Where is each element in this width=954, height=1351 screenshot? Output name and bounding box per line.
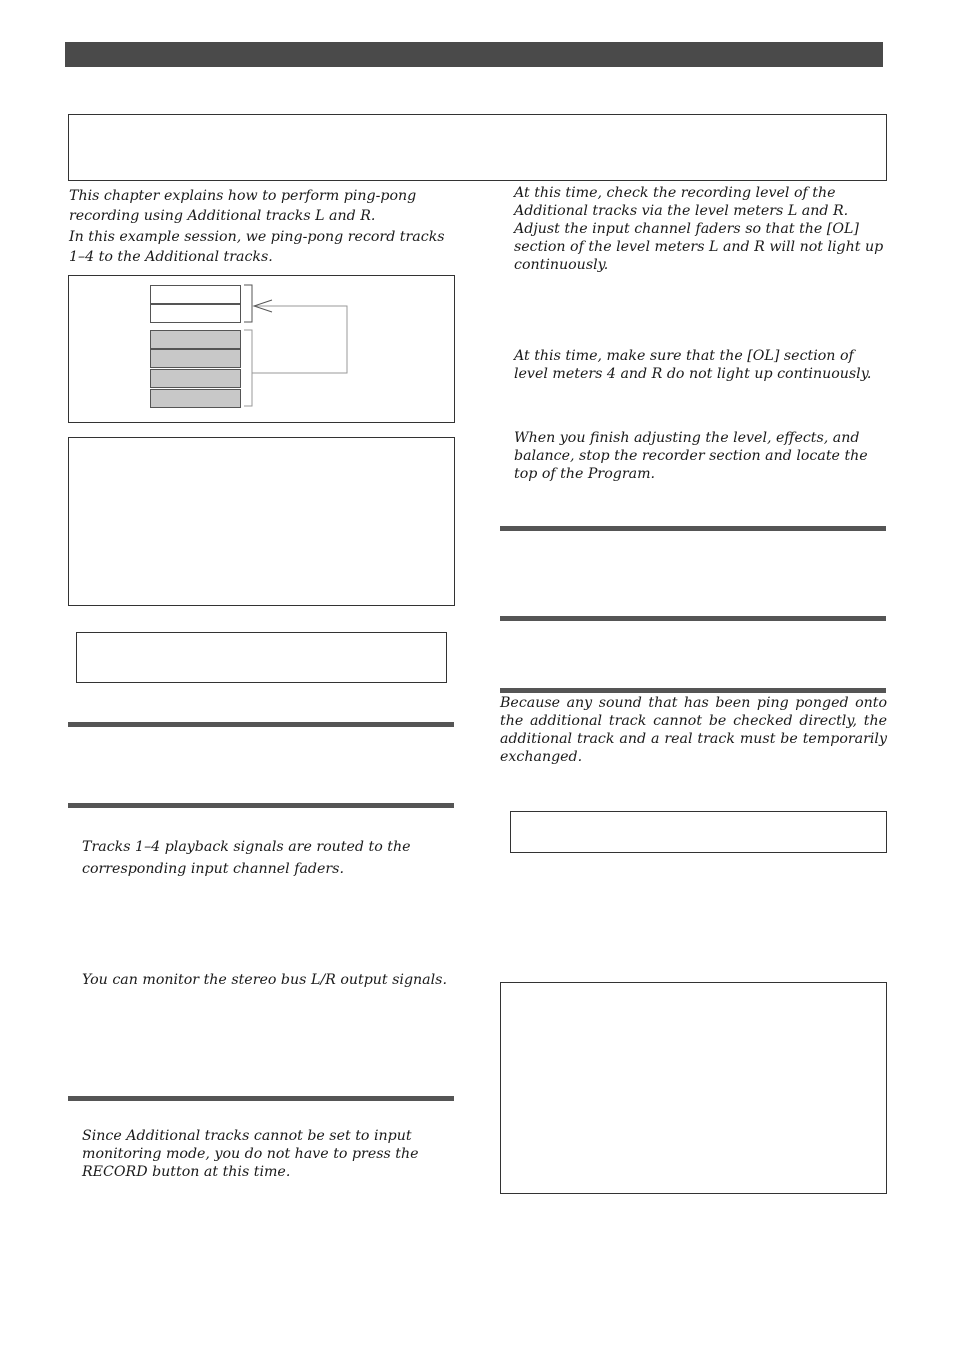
content-box — [68, 437, 455, 606]
note-finish: When you finish adjusting the level, effects, and balance, stop the recorder section and locate the top of the Program. — [514, 430, 868, 482]
section-rule — [68, 1096, 454, 1101]
note-level-check: At this time, check the recording level of the Additional tracks via the level meters L and R. Adjust the input channel faders so that the [OL] section of the level meters L and R will not light up continuously. — [514, 185, 884, 273]
note-exchange: Because any sound that has been ping ponged onto the additional track cannot be checked directly, the additional track and a real track must be temporarily exchanged. — [500, 695, 887, 765]
section-rule — [68, 722, 454, 727]
header-bar — [65, 42, 883, 67]
note-box — [510, 811, 887, 853]
section-rule — [500, 526, 886, 531]
track-1 — [150, 330, 241, 349]
step-note-monitor: You can monitor the stereo bus L/R output signals. — [82, 972, 447, 988]
track-4 — [150, 389, 241, 408]
additional-track-r — [150, 304, 241, 323]
routing-arrow — [240, 282, 360, 412]
track-2 — [150, 349, 241, 368]
section-rule — [500, 616, 886, 621]
section-rule — [500, 688, 886, 693]
track-3 — [150, 369, 241, 388]
section-rule — [68, 803, 454, 808]
intro-paragraph-2: In this example session, we ping-pong record tracks 1–4 to the Additional tracks. — [69, 229, 445, 265]
step-note-routing: Tracks 1–4 playback signals are routed to the corresponding input channel faders. — [82, 839, 411, 877]
note-ol-meters: At this time, make sure that the [OL] section of level meters 4 and R do not light up continuously. — [514, 348, 872, 382]
chapter-title-box — [68, 114, 887, 181]
step-note-record: Since Additional tracks cannot be set to input monitoring mode, you do not have to press the RECORD button at this time. — [82, 1128, 419, 1180]
additional-track-l — [150, 285, 241, 304]
intro-paragraph-1: This chapter explains how to perform ping-pong recording using Additional tracks L and R. — [69, 188, 417, 224]
content-box — [500, 982, 887, 1194]
note-box — [76, 632, 447, 683]
